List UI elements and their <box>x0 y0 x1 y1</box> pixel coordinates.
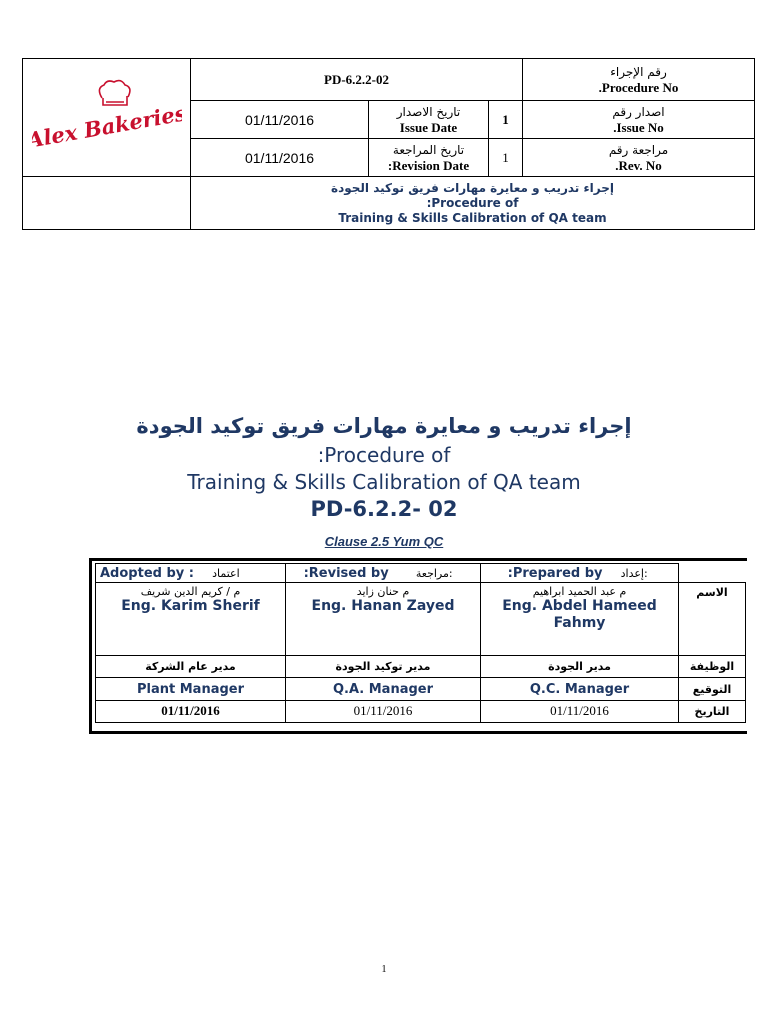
page-number: 1 <box>381 964 387 975</box>
prepared-by-header <box>481 564 679 583</box>
header-blank-cell <box>679 564 746 583</box>
alex-bakeries-logo <box>32 76 182 156</box>
procedure-number-value: PD-6.2.2-02 <box>191 59 523 101</box>
row-label-job: الوظيفة <box>679 656 746 678</box>
adopted-name-cell <box>96 583 286 656</box>
revision-date-value: 01/11/2016 <box>191 139 369 177</box>
issue-date-label <box>369 101 489 139</box>
row-label-signature: التوقيع <box>679 678 746 700</box>
procedure-number-label-en: .Procedure No <box>598 79 679 95</box>
prepared-job-ar: مدير الجودة <box>481 656 679 678</box>
row-label-date: التاريخ <box>679 700 746 722</box>
revision-number-label-ar: مراجعة رقم <box>608 142 669 157</box>
row-label-name: الاسم <box>679 583 746 656</box>
procedure-number-label-ar: رقم الإجراء <box>610 64 667 79</box>
procedure-title-ar: إجراء تدريب و معايرة مهارات فريق توكيد الجودة <box>331 180 614 195</box>
issue-number-label-ar: اصدار رقم <box>612 104 665 119</box>
prepared-name-en: Eng. Abdel Hameed Fahmy <box>502 598 657 632</box>
issue-date-value: 01/11/2016 <box>191 101 369 139</box>
document-title-line2: Training & Skills Calibration of QA team <box>187 470 581 494</box>
document-header-table <box>22 58 755 230</box>
adopted-date: 01/11/2016 <box>96 700 286 722</box>
revised-name-ar: م حنان زايد <box>356 585 410 599</box>
revised-name-en: Eng. Hanan Zayed <box>311 598 455 615</box>
revision-date-label <box>369 139 489 177</box>
revised-by-label-ar: مراجعة: <box>415 566 453 580</box>
revised-by-label: :Revised by <box>303 565 389 581</box>
chef-hat-icon <box>99 80 129 104</box>
revision-number-label <box>523 139 755 177</box>
adopted-name-ar: م / كريم الدين شريف <box>140 585 241 599</box>
document-code: PD-6.2.2- 02 <box>310 497 458 521</box>
procedure-title-en-line1: :Procedure of <box>426 195 519 210</box>
prepared-date: 01/11/2016 <box>481 700 679 722</box>
adopted-by-header <box>96 564 286 583</box>
logo-cell-spacer <box>23 177 191 230</box>
adopted-by-label-ar: اعتماد <box>212 566 240 580</box>
clause-reference: Clause 2.5 Yum QC <box>324 534 444 549</box>
issue-number-label <box>523 101 755 139</box>
document-title-line1: :Procedure of <box>317 443 451 467</box>
company-logo-cell <box>23 59 191 177</box>
issue-date-label-ar: تاريخ الاصدار <box>396 104 461 119</box>
procedure-title-en-line2: Training & Skills Calibration of QA team <box>338 210 607 225</box>
document-title-arabic: إجراء تدريب و معايرة مهارات فريق توكيد الجودة <box>136 414 632 438</box>
approval-table <box>95 563 746 723</box>
adopted-by-label: Adopted by : <box>100 565 194 581</box>
adopted-job-ar: مدير عام الشركة <box>96 656 286 678</box>
revised-by-header <box>286 564 481 583</box>
logo-wordmark: Alex Bakeries <box>31 99 182 153</box>
prepared-by-label: :Prepared by <box>507 565 603 581</box>
prepared-name-ar: م عبد الحميد ابراهيم <box>532 585 627 599</box>
prepared-job-en: Q.C. Manager <box>481 678 679 700</box>
revised-job-en: Q.A. Manager <box>286 678 481 700</box>
revised-job-ar: مدير توكيد الجودة <box>286 656 481 678</box>
issue-date-label-en: Issue Date <box>399 119 458 135</box>
issue-number-value: 1 <box>489 101 523 139</box>
revised-name-cell <box>286 583 481 656</box>
revision-date-label-en: :Revision Date <box>387 157 470 173</box>
procedure-number-label <box>523 59 755 101</box>
adopted-name-en: Eng. Karim Sherif <box>121 598 260 615</box>
issue-number-label-en: .Issue No <box>613 119 664 135</box>
revised-date: 01/11/2016 <box>286 700 481 722</box>
revision-number-label-en: .Rev. No <box>615 157 662 173</box>
adopted-job-en: Plant Manager <box>96 678 286 700</box>
prepared-by-label-ar: إعداد: <box>620 566 648 580</box>
prepared-name-cell <box>481 583 679 656</box>
revision-date-label-ar: تاريخ المراجعة <box>392 142 465 157</box>
procedure-title-cell <box>191 177 755 230</box>
revision-number-value: 1 <box>489 139 523 177</box>
